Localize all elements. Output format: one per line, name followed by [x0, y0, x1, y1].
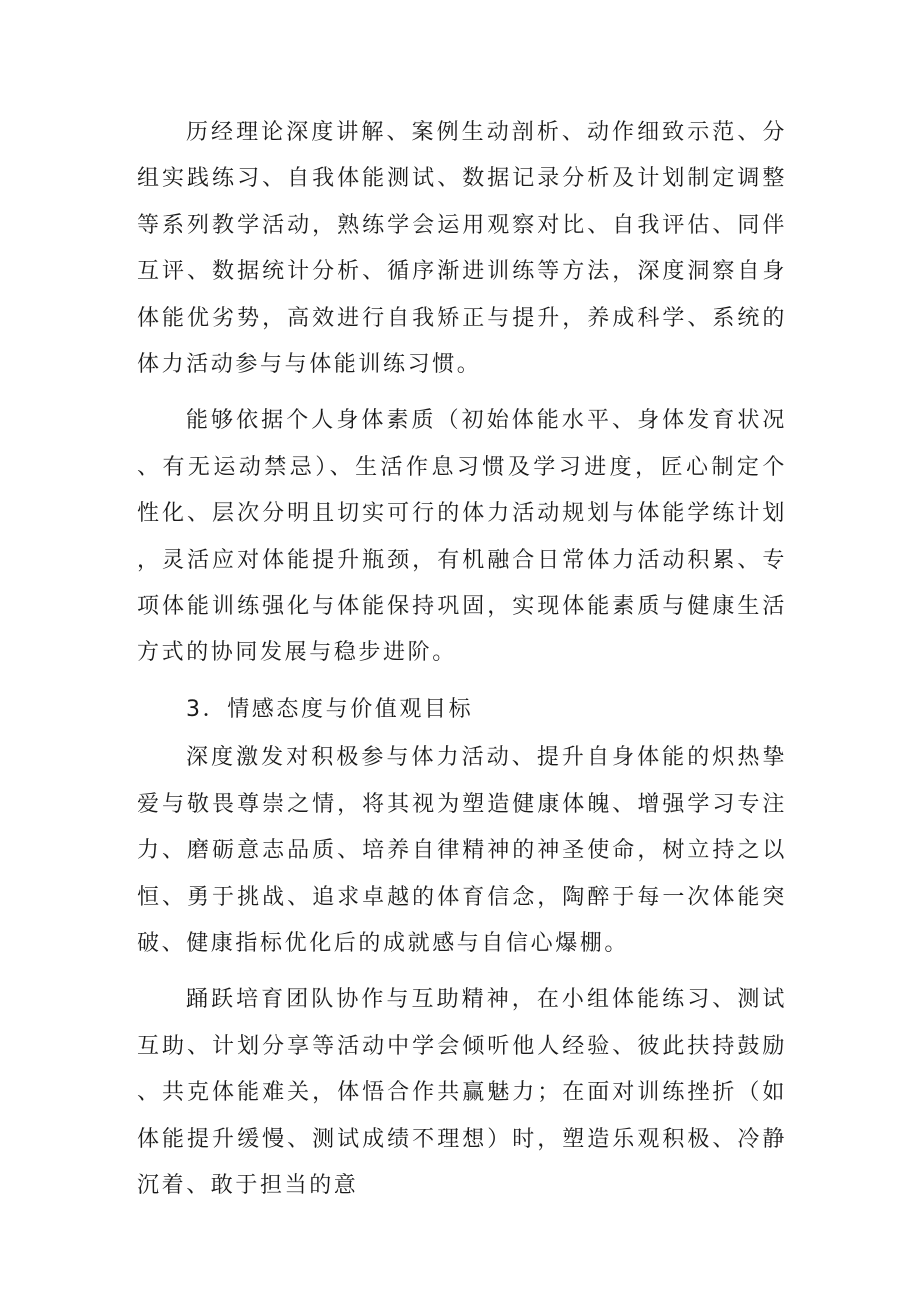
- paragraph-personal-plan: 能够依据个人身体素质（初始体能水平、身体发育状况、有无运动禁忌）、生活作息习惯及学习进度，匠心制定个性化、层次分明且切实可行的体力活动规划与体能学练计划，灵活应对体能提升瓶颈，有机融合日常体力活动积累、专项体能训练强化与体能保持巩固，实现体能素质与健康生活方式的协同发展与稳步进阶。: [137, 408, 787, 666]
- document-body: [137, 110, 787, 1209]
- section-heading: 3．情感态度与价值观目标: [186, 696, 474, 722]
- paragraph-teamwork: 踊跃培育团队协作与互助精神，在小组体能练习、测试互助、计划分享等活动中学会倾听他人经验、彼此扶持鼓励、共克体能难关，体悟合作共赢魅力；在面对训练挫折（如体能提升缓慢、测试成绩不理想）时，塑造乐观积极、冷静沉着、敢于担当的意: [137, 987, 787, 1198]
- paragraph-passion: 深度激发对积极参与体力活动、提升自身体能的炽热挚爱与敬畏尊崇之情，将其视为塑造健康体魄、增强学习专注力、磨砺意志品质、培养自律精神的神圣使命，树立持之以恒、勇于挑战、追求卓越的体育信念，陶醉于每一次体能突破、健康指标优化后的成就感与自信心爆棚。: [137, 745, 787, 956]
- paragraph-skills-methods: 历经理论深度讲解、案例生动剖析、动作细致示范、分组实践练习、自我体能测试、数据记录分析及计划制定调整等系列教学活动，熟练学会运用观察对比、自我评估、同伴互评、数据统计分析、循序渐进训练等方法，深度洞察自身体能优劣势，高效进行自我矫正与提升，养成科学、系统的体力活动参与与体能训练习惯。: [137, 120, 787, 378]
